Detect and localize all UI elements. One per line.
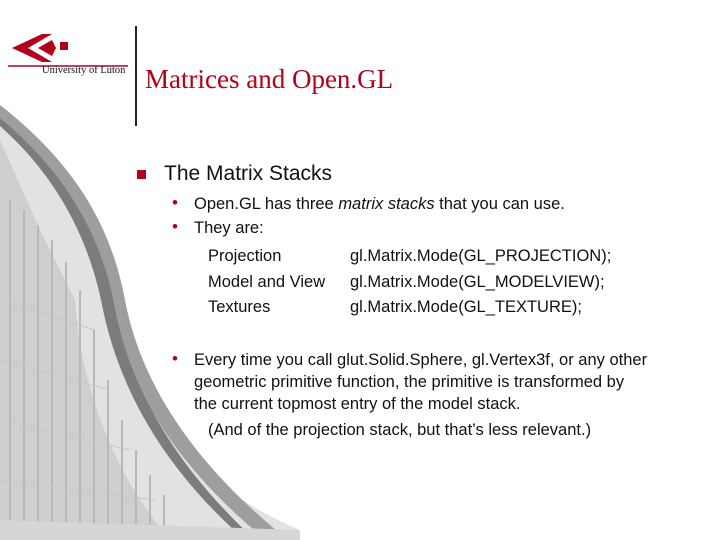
stack-name: Projection [208,247,282,265]
bullet-point-line: the current topmost entry of the model stack. [194,395,521,413]
stack-call: gl.Matrix.Mode(GL_MODELVIEW); [350,273,605,291]
university-logo [8,20,128,90]
stack-call: gl.Matrix.Mode(GL_TEXTURE); [350,298,582,316]
bullet-point-list-intro: They are: [194,219,264,237]
bullet-dot-icon: • [172,217,178,236]
bullet-point-stacks [194,195,565,214]
point-text: Open.GL has three [194,195,339,213]
university-name: University of Luton [42,65,126,76]
header-divider [135,26,137,126]
slide-title: Matrices and Open.GL [145,64,394,94]
section-heading: The Matrix Stacks [164,162,333,185]
stack-call: gl.Matrix.Mode(GL_PROJECTION); [350,247,612,265]
bullet-point-line: Every time you call glut.Solid.Sphere, gl.Vertex3f, or any other [194,351,648,369]
bullet-dot-icon: • [172,349,178,368]
bullet-point-line: geometric primitive function, the primitive is transformed by [194,373,625,391]
square-bullet-icon [137,170,146,179]
stack-name: Model and View [208,273,326,291]
stack-name: Textures [208,298,271,316]
side-note: (And of the projection stack, but that’s less relevant.) [208,421,592,439]
bullet-dot-icon: • [172,193,178,212]
emphasized-term: matrix stacks [338,195,435,213]
point-text: that you can use. [434,195,565,213]
